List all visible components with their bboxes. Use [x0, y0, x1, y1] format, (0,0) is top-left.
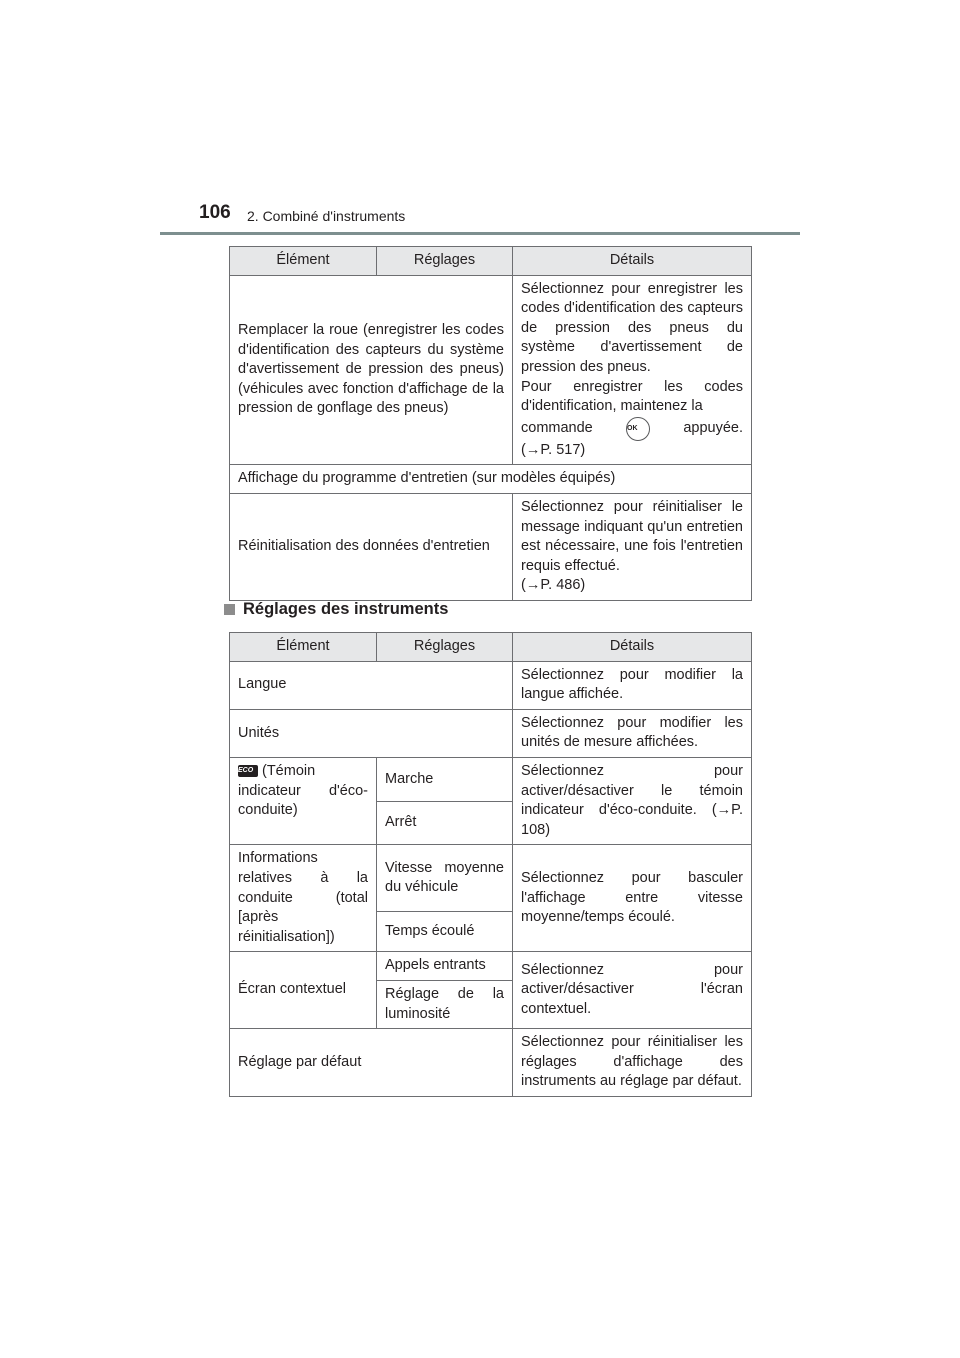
settings-cell: Appels entrants: [377, 952, 513, 981]
eco-indicator-icon: ECO: [238, 765, 258, 777]
settings-cell: Arrêt: [377, 801, 513, 845]
details-cell: Sélectionnez pour basculer l'affichage entre vitesse moyenne/temps écoulé.: [513, 845, 752, 952]
table-row: [230, 845, 752, 912]
settings-cell: Réglage de la luminosité: [377, 980, 513, 1028]
table-header-row: [230, 247, 752, 276]
element-cell: Réglage par défaut: [230, 1029, 513, 1097]
ok-button-icon: OK: [626, 417, 650, 441]
table-row: [230, 661, 752, 709]
group-title-cell: Affichage du programme d'entretien (sur modèles équipés): [230, 465, 752, 494]
settings-cell: Marche: [377, 757, 513, 801]
header-details: Détails: [513, 633, 752, 662]
details-text: Pour enregistrer les codes d'identification, maintenez la: [521, 378, 743, 415]
square-bullet-icon: [224, 604, 235, 615]
element-cell: Langue: [230, 661, 513, 709]
section-heading: [224, 600, 448, 619]
details-text: Sélectionnez pour enregistrer les codes d'identification des capteurs de pression des pneus du système d'avertissement de pression des pneus.: [521, 280, 743, 375]
page-reference: (→P. 486): [521, 577, 586, 594]
table-row: [230, 1029, 752, 1097]
table-row: [230, 493, 752, 600]
table-row: [230, 465, 752, 494]
element-text: (Témoin indicateur d'éco-conduite): [238, 762, 368, 819]
settings-cell: Vitesse moyenne du véhicule: [377, 845, 513, 912]
details-line: [521, 417, 743, 441]
element-cell: Informations relatives à la conduite (total [après réinitialisation]): [230, 845, 377, 952]
settings-table-instruments: [229, 632, 752, 1097]
element-cell: Unités: [230, 709, 513, 757]
element-cell: Écran contextuel: [230, 952, 377, 1029]
settings-cell: Temps écoulé: [377, 912, 513, 952]
details-cell: [513, 275, 752, 465]
table-row: [230, 952, 752, 981]
details-text: Sélectionnez pour réinitialiser le message indiquant qu'un entretien est nécessaire, une fois l'entretien requis effectué.: [521, 498, 743, 574]
table-header-row: [230, 633, 752, 662]
header-element: Élément: [230, 633, 377, 662]
settings-table-maintenance: [229, 246, 752, 601]
details-cell: Sélectionnez pour réinitialiser les réglages d'affichage des instruments au réglage par défaut.: [513, 1029, 752, 1097]
details-text: commande: [521, 419, 593, 436]
details-text: appuyée.: [683, 419, 743, 436]
header-settings: Réglages: [377, 633, 513, 662]
element-cell: [230, 757, 377, 844]
details-cell: Sélectionnez pour activer/désactiver l'écran contextuel.: [513, 952, 752, 1029]
page-number: 106: [199, 202, 231, 223]
page-reference: (→P. 517): [521, 441, 586, 458]
section-title: Réglages des instruments: [243, 600, 449, 618]
element-cell: Réinitialisation des données d'entretien: [230, 493, 513, 600]
header-rule: [160, 232, 800, 235]
details-cell: Sélectionnez pour modifier les unités de mesure affichées.: [513, 709, 752, 757]
chapter-title: 2. Combiné d'instruments: [247, 208, 406, 224]
element-cell: Remplacer la roue (enregistrer les codes d'identification des capteurs du système d'avertissement de pression des pneus) (véhicules avec fonction d'affichage de la pression de gonflage des pneus): [230, 275, 513, 465]
header-details: Détails: [513, 247, 752, 276]
table-row: [230, 709, 752, 757]
header-element: Élément: [230, 247, 377, 276]
details-cell: [513, 493, 752, 600]
table-row: [230, 757, 752, 801]
table-row: [230, 275, 752, 465]
header-settings: Réglages: [377, 247, 513, 276]
details-cell: Sélectionnez pour modifier la langue affichée.: [513, 661, 752, 709]
details-cell: Sélectionnez pour activer/désactiver le témoin indicateur d'éco-conduite. (→P. 108): [513, 757, 752, 844]
